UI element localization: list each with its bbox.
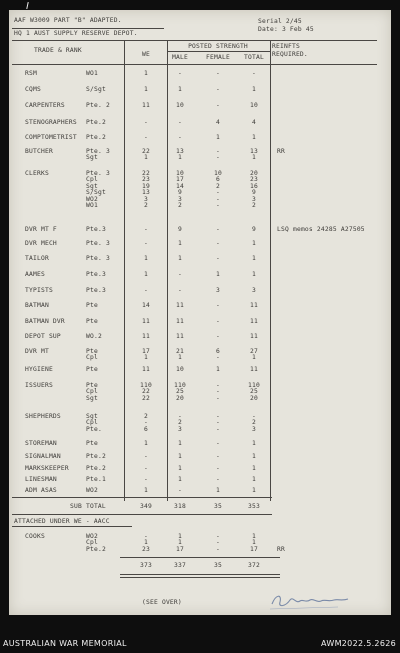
cell-female: 10 xyxy=(214,170,222,177)
cell-female: - xyxy=(216,394,220,402)
cell-we: 2 xyxy=(144,413,148,420)
cell-female: - xyxy=(216,195,220,203)
row-rank: WO2 xyxy=(86,195,98,203)
row-rank: Pte. 3 xyxy=(86,148,110,155)
cell-total: 11 xyxy=(250,333,258,340)
cell-male: 1 xyxy=(178,86,182,93)
row-rank: Sgt xyxy=(86,394,98,402)
row-trade: ADM ASAS xyxy=(25,487,57,494)
row-rank: Pte xyxy=(86,440,98,447)
subtotal-male: 318 xyxy=(174,503,186,510)
row-rank: Pte xyxy=(86,302,98,309)
cell-total: 11 xyxy=(250,302,258,309)
cell-female: 1 xyxy=(216,134,220,141)
cell-male: 1 xyxy=(178,154,182,162)
row-rank: Pte. 2 xyxy=(86,102,110,109)
cell-we: 1 xyxy=(144,487,148,494)
cell-male: 10 xyxy=(176,366,184,373)
cell-we: 1 xyxy=(144,354,148,362)
cell-male: 1 xyxy=(178,354,182,362)
col-divider xyxy=(270,41,271,501)
archive-footer xyxy=(0,616,400,653)
cell-male: - xyxy=(178,271,182,278)
cell-male: 9 xyxy=(178,226,182,233)
row-rank: WO1 xyxy=(86,202,98,209)
tick-mark xyxy=(26,2,28,9)
attached-male: 1 xyxy=(178,533,182,540)
cell-female: - xyxy=(216,302,220,309)
grand-total-male: 337 xyxy=(174,562,186,569)
row-rank: Sgt xyxy=(86,413,98,420)
cell-male: 14 xyxy=(176,182,184,190)
cell-we: - xyxy=(144,465,148,472)
row-trade: STENOGRAPHERS xyxy=(25,119,77,126)
cell-female: - xyxy=(216,465,220,472)
cell-total: 110 xyxy=(248,382,260,389)
cell-total: 1 xyxy=(252,134,256,141)
attached-trade: COOKS xyxy=(25,533,45,540)
row-rank: WO1 xyxy=(86,70,98,77)
cell-total: 9 xyxy=(252,189,256,197)
cell-male: 11 xyxy=(176,302,184,309)
attached-we: 1 xyxy=(144,539,148,547)
row-trade: COMPTOMETRIST xyxy=(25,134,77,141)
see-over-note: (SEE OVER) xyxy=(142,599,182,606)
cell-male: 25 xyxy=(176,388,184,396)
row-rank: WO2 xyxy=(86,487,98,494)
col-trade-rank: TRADE & RANK xyxy=(34,47,82,54)
cell-total: 1 xyxy=(252,86,256,93)
footer-left: AUSTRALIAN WAR MEMORIAL xyxy=(3,639,127,648)
attached-total: 1 xyxy=(252,533,256,540)
cell-male: 1 xyxy=(178,476,182,483)
col-divider xyxy=(124,41,125,501)
col-reinfts-required: REQUIRED. xyxy=(272,51,308,58)
row-trade: STOREMAN xyxy=(25,440,57,447)
cell-we: - xyxy=(144,119,148,126)
cell-we: 22 xyxy=(142,148,150,155)
row-rank: Pte xyxy=(86,366,98,373)
row-rank: Sgt xyxy=(86,154,98,162)
cell-male: 9 xyxy=(178,189,182,197)
attached-female: - xyxy=(216,539,220,547)
row-trade: DVR MT xyxy=(25,348,49,355)
row-rank: Sgt xyxy=(86,182,98,190)
row-rank: Pte xyxy=(86,348,98,355)
row-trade: SHEPHERDS xyxy=(25,413,61,420)
posted-strength-rule xyxy=(167,51,271,52)
row-rank: Pte xyxy=(86,318,98,325)
cell-male: - xyxy=(178,70,182,77)
cell-male: 21 xyxy=(176,348,184,355)
row-trade: DVR MT F xyxy=(25,226,57,233)
cell-we: 22 xyxy=(142,394,150,402)
cell-total: 25 xyxy=(250,388,258,396)
cell-we: 22 xyxy=(142,388,150,396)
cell-total: 13 xyxy=(250,148,258,155)
cell-total: 2 xyxy=(252,202,256,209)
cell-female: - xyxy=(216,86,220,93)
row-trade: BATMAN DVR xyxy=(25,318,65,325)
subtotal-rule xyxy=(12,497,272,498)
cell-male: - xyxy=(178,119,182,126)
cell-female: - xyxy=(216,425,220,433)
cell-female: 6 xyxy=(216,348,220,355)
cell-male: 10 xyxy=(176,102,184,109)
cell-male: 1 xyxy=(178,465,182,472)
row-rank: Pte. 3 xyxy=(86,240,110,247)
cell-male: - xyxy=(178,413,182,420)
grand-total-female: 35 xyxy=(214,562,222,569)
cell-female: - xyxy=(216,453,220,460)
cell-we: 14 xyxy=(142,302,150,309)
row-trade: TAILOR xyxy=(25,255,49,262)
col-male: MALE xyxy=(172,54,188,61)
cell-we: 13 xyxy=(142,189,150,197)
cell-female: - xyxy=(216,354,220,362)
cell-total: 20 xyxy=(250,394,258,402)
cell-total: 1 xyxy=(252,487,256,494)
cell-total: 1 xyxy=(252,354,256,362)
subtotal-bottom-rule xyxy=(12,514,272,515)
cell-we: - xyxy=(144,226,148,233)
row-trade: DEPOT SUP xyxy=(25,333,61,340)
attached-rank: Pte.2 xyxy=(86,545,106,553)
row-trade: SIGNALMAN xyxy=(25,453,61,460)
cell-we: - xyxy=(144,419,148,427)
cell-female: - xyxy=(216,189,220,197)
cell-total: 1 xyxy=(252,453,256,460)
cell-we: 110 xyxy=(140,382,152,389)
row-trade: ISSUERS xyxy=(25,382,53,389)
row-trade: LINESMAN xyxy=(25,476,57,483)
row-trade: CLERKS xyxy=(25,170,49,177)
cell-male: 3 xyxy=(178,195,182,203)
cell-male: 3 xyxy=(178,425,182,433)
col-reinfts: REINFTS xyxy=(272,43,300,50)
cell-we: 11 xyxy=(142,366,150,373)
signature xyxy=(268,590,358,612)
cell-total: 10 xyxy=(250,102,258,109)
cell-female: 3 xyxy=(216,287,220,294)
row-trade: AAMES xyxy=(25,271,45,278)
cell-female: 1 xyxy=(216,487,220,494)
cell-male: 17 xyxy=(176,176,184,184)
row-rank: Pte.1 xyxy=(86,476,106,483)
row-trade: DVR MECH xyxy=(25,240,57,247)
serial-number: Serial 2/45 xyxy=(258,18,302,25)
subtotal-female: 35 xyxy=(214,503,222,510)
cell-total: 1 xyxy=(252,440,256,447)
cell-male: 110 xyxy=(174,382,186,389)
cell-we: 19 xyxy=(142,182,150,190)
cell-we: - xyxy=(144,453,148,460)
row-rank: Pte.2 xyxy=(86,134,106,141)
cell-we: 1 xyxy=(144,70,148,77)
cell-female: 6 xyxy=(216,176,220,184)
cell-female: - xyxy=(216,382,220,389)
cell-we: 1 xyxy=(144,255,148,262)
cell-total: 27 xyxy=(250,348,258,355)
grand-total-double-rule xyxy=(120,577,280,578)
attached-rank: Cpl xyxy=(86,539,98,547)
cell-female: - xyxy=(216,476,220,483)
attached-we: 23 xyxy=(142,545,150,553)
cell-female: - xyxy=(216,413,220,420)
attached-rank: WO2 xyxy=(86,533,98,540)
cell-female: - xyxy=(216,388,220,396)
attached-we: - xyxy=(144,533,148,540)
attached-male: 1 xyxy=(178,539,182,547)
cell-we: 3 xyxy=(144,195,148,203)
cell-total: - xyxy=(252,413,256,420)
cell-total: 1 xyxy=(252,476,256,483)
cell-total: 3 xyxy=(252,287,256,294)
row-rank: WO.2 xyxy=(86,333,102,340)
cell-female: - xyxy=(216,70,220,77)
cell-male: - xyxy=(178,487,182,494)
col-posted-strength: POSTED STRENGTH xyxy=(188,43,248,50)
grand-total-we: 373 xyxy=(140,562,152,569)
cell-total: 11 xyxy=(250,318,258,325)
cell-female: - xyxy=(216,202,220,209)
col-divider xyxy=(167,41,168,501)
row-rank: S/Sgt xyxy=(86,189,106,197)
cell-female: 2 xyxy=(216,182,220,190)
row-rank: S/Sgt xyxy=(86,86,106,93)
row-rank: Pte.2 xyxy=(86,453,106,460)
subtotal-total: 353 xyxy=(248,503,260,510)
row-rank: Cpl xyxy=(86,388,98,396)
cell-female: 1 xyxy=(216,271,220,278)
cell-total: 9 xyxy=(252,226,256,233)
cell-total: 16 xyxy=(250,182,258,190)
cell-male: 1 xyxy=(178,240,182,247)
cell-total: 11 xyxy=(250,366,258,373)
attached-remark: RR xyxy=(277,545,285,553)
col-total: TOTAL xyxy=(244,54,264,61)
attached-total: 1 xyxy=(252,539,256,547)
cell-male: - xyxy=(178,134,182,141)
cell-female: - xyxy=(216,148,220,155)
row-rank: Pte.3 xyxy=(86,287,106,294)
cell-female: - xyxy=(216,318,220,325)
cell-total: 4 xyxy=(252,119,256,126)
table-top-rule xyxy=(12,40,377,41)
grand-total-rule xyxy=(120,557,280,558)
subtotal-label: SUB TOTAL xyxy=(70,503,106,510)
table-header-rule xyxy=(12,64,377,65)
row-rank: Cpl xyxy=(86,176,98,184)
cell-male: 1 xyxy=(178,255,182,262)
attached-heading-rule xyxy=(12,526,132,527)
cell-we: 1 xyxy=(144,154,148,162)
cell-total: 1 xyxy=(252,240,256,247)
cell-we: 11 xyxy=(142,333,150,340)
cell-we: 1 xyxy=(144,440,148,447)
cell-male: 10 xyxy=(176,170,184,177)
cell-we: 17 xyxy=(142,348,150,355)
row-trade: TYPISTS xyxy=(25,287,53,294)
row-trade: BATMAN xyxy=(25,302,49,309)
footer-right: AWM2022.5.2626 xyxy=(321,639,396,648)
cell-total: 1 xyxy=(252,255,256,262)
cell-female: - xyxy=(216,255,220,262)
cell-we: 11 xyxy=(142,102,150,109)
cell-male: 11 xyxy=(176,333,184,340)
cell-male: 13 xyxy=(176,148,184,155)
row-rank: Pte. 3 xyxy=(86,255,110,262)
col-we: WE xyxy=(142,51,150,58)
cell-male: 11 xyxy=(176,318,184,325)
cell-female: - xyxy=(216,419,220,427)
attached-male: 17 xyxy=(176,545,184,553)
cell-we: 22 xyxy=(142,170,150,177)
cell-female: 4 xyxy=(216,119,220,126)
cell-total: 20 xyxy=(250,170,258,177)
cell-we: - xyxy=(144,240,148,247)
cell-female: - xyxy=(216,240,220,247)
cell-female: 1 xyxy=(216,366,220,373)
cell-we: 23 xyxy=(142,176,150,184)
cell-female: - xyxy=(216,154,220,162)
attached-female: - xyxy=(216,533,220,540)
col-female: FEMALE xyxy=(206,54,230,61)
row-trade: CQMS xyxy=(25,86,41,93)
row-rank: Pte.3 xyxy=(86,271,106,278)
cell-we: - xyxy=(144,287,148,294)
form-date: Date: 3 Feb 45 xyxy=(258,26,314,33)
row-rank: Cpl xyxy=(86,354,98,362)
cell-total: 23 xyxy=(250,176,258,184)
row-rank: Cpl xyxy=(86,419,98,427)
grand-total-bottom-rule xyxy=(120,574,280,575)
cell-we: 11 xyxy=(142,318,150,325)
cell-total: 1 xyxy=(252,154,256,162)
row-rank: Pte. xyxy=(86,425,102,433)
row-rank: Pte xyxy=(86,382,98,389)
cell-female: - xyxy=(216,102,220,109)
cell-we: - xyxy=(144,476,148,483)
cell-we: 2 xyxy=(144,202,148,209)
cell-male: 1 xyxy=(178,440,182,447)
cell-male: 2 xyxy=(178,419,182,427)
cell-total: 3 xyxy=(252,425,256,433)
form-reference: AAF W3009 PART "B" ADAPTED. xyxy=(14,17,122,24)
cell-we: - xyxy=(144,134,148,141)
row-trade: BUTCHER xyxy=(25,148,53,155)
row-trade: MARKSKEEPER xyxy=(25,465,69,472)
attached-female: - xyxy=(216,545,220,553)
cell-total: 1 xyxy=(252,465,256,472)
row-trade: HYGIENE xyxy=(25,366,53,373)
row-rank: Pte.3 xyxy=(86,226,106,233)
cell-female: - xyxy=(216,440,220,447)
cell-we: 1 xyxy=(144,271,148,278)
header-rule xyxy=(12,28,164,29)
cell-we: 1 xyxy=(144,86,148,93)
subtotal-we: 349 xyxy=(140,503,152,510)
row-remark: RR xyxy=(277,148,285,155)
unit-name: HQ 1 AUST SUPPLY RESERVE DEPOT. xyxy=(14,30,138,37)
cell-total: 3 xyxy=(252,195,256,203)
cell-male: 2 xyxy=(178,202,182,209)
attached-total: 17 xyxy=(250,545,258,553)
cell-female: - xyxy=(216,333,220,340)
cell-female: - xyxy=(216,226,220,233)
row-rank: Pte.2 xyxy=(86,465,106,472)
attached-heading: ATTACHED UNDER WE - AACC xyxy=(14,518,110,525)
row-trade: RSM xyxy=(25,70,37,77)
row-rank: Pte.2 xyxy=(86,119,106,126)
cell-total: - xyxy=(252,70,256,77)
cell-male: - xyxy=(178,287,182,294)
cell-male: 1 xyxy=(178,453,182,460)
row-rank: Pte. 3 xyxy=(86,170,110,177)
row-trade: CARPENTERS xyxy=(25,102,65,109)
cell-total: 2 xyxy=(252,419,256,427)
cell-male: 20 xyxy=(176,394,184,402)
cell-total: 1 xyxy=(252,271,256,278)
grand-total-total: 372 xyxy=(248,562,260,569)
row-remark: LSQ memos 24285 A27505 xyxy=(277,226,365,233)
cell-we: 6 xyxy=(144,425,148,433)
